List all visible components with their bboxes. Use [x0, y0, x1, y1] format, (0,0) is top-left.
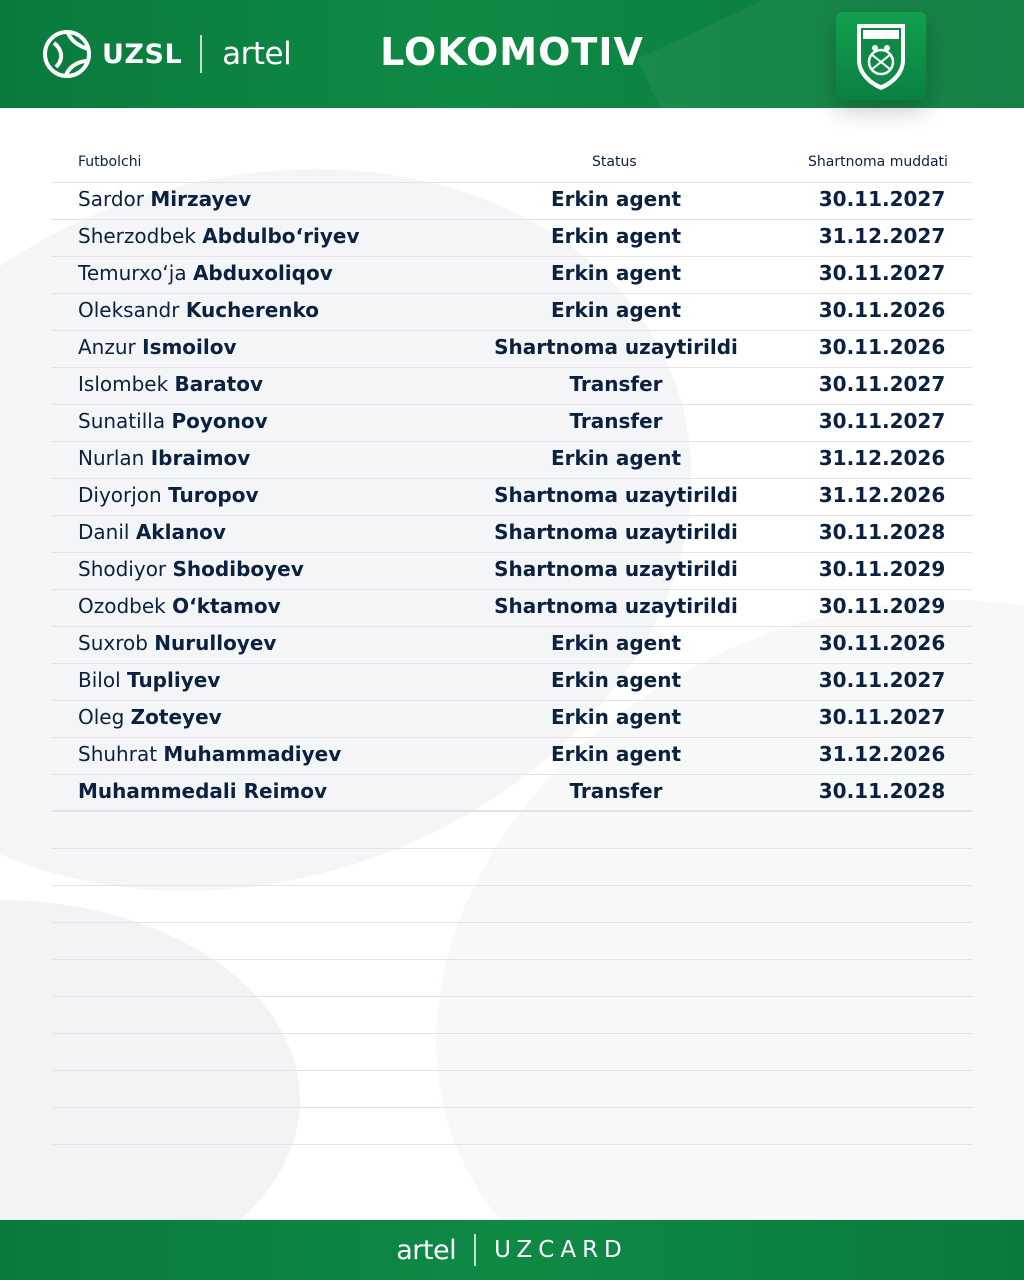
player-status: Erkin agent: [550, 668, 682, 692]
player-name: [78, 705, 222, 729]
table-row: [52, 404, 972, 441]
player-last-name: O‘ktamov: [172, 594, 281, 618]
player-first-name: Suxrob: [78, 631, 148, 655]
contract-end-date: 30.11.2029: [818, 594, 946, 618]
contract-end-date: 31.12.2026: [818, 483, 946, 507]
column-header-player: Futbolchi: [78, 154, 142, 170]
table-row: [52, 515, 972, 552]
table-empty-rows: [52, 811, 972, 1181]
table-row: [52, 293, 972, 330]
player-name: [78, 631, 276, 655]
empty-row: [52, 885, 972, 922]
contract-end-date: 30.11.2028: [818, 520, 946, 544]
contracts-table: [52, 144, 972, 1181]
player-last-name: Baratov: [174, 372, 263, 396]
column-header-contract: Shartnoma muddati: [808, 154, 948, 170]
player-first-name: Oleksandr: [78, 298, 180, 322]
player-first-name: Shodiyor: [78, 557, 167, 581]
player-first-name: Islombek: [78, 372, 169, 396]
table-body: [52, 182, 972, 811]
player-status: Shartnoma uzaytirildi: [494, 483, 738, 507]
player-first-name: Ozodbek: [78, 594, 166, 618]
table-row: [52, 478, 972, 515]
player-name: [78, 224, 360, 248]
empty-row: [52, 848, 972, 885]
player-status: Erkin agent: [550, 446, 682, 470]
footer-uzcard-logo: UZCARD: [494, 1237, 628, 1263]
player-status: Transfer: [569, 372, 663, 396]
column-header-status: Status: [592, 154, 637, 170]
contract-end-date: 30.11.2027: [818, 409, 946, 433]
footer-divider: [474, 1234, 476, 1266]
player-first-name: Diyorjon: [78, 483, 162, 507]
player-last-name: Kucherenko: [185, 298, 320, 322]
table-row: [52, 182, 972, 219]
player-name: [78, 409, 268, 433]
contract-end-date: 30.11.2027: [818, 668, 946, 692]
empty-row: [52, 996, 972, 1033]
player-status: Erkin agent: [550, 224, 682, 248]
player-name: [78, 557, 304, 581]
contract-end-date: 30.11.2027: [818, 372, 946, 396]
player-name: [78, 261, 333, 285]
table-row: [52, 663, 972, 700]
player-last-name: Muhammedali Reimov: [78, 779, 328, 803]
player-first-name: Oleg: [78, 705, 125, 729]
lokomotiv-crest-icon: [853, 20, 909, 92]
contract-end-date: 30.11.2027: [818, 705, 946, 729]
player-name: [78, 483, 258, 507]
empty-row: [52, 1070, 972, 1107]
player-name: [78, 187, 251, 211]
table-row: [52, 737, 972, 774]
team-crest: [836, 12, 926, 100]
table-row: [52, 700, 972, 737]
player-last-name: Abduxoliqov: [192, 261, 333, 285]
contract-end-date: 30.11.2029: [818, 557, 946, 581]
player-first-name: Nurlan: [78, 446, 145, 470]
player-first-name: Temurxo‘ja: [78, 261, 187, 285]
player-status: Transfer: [569, 409, 663, 433]
player-status: Erkin agent: [550, 187, 682, 211]
table-row: [52, 441, 972, 478]
player-status: Erkin agent: [550, 298, 682, 322]
player-last-name: Ismoilov: [142, 335, 237, 359]
contract-end-date: 31.12.2026: [818, 446, 946, 470]
player-name: [78, 335, 237, 359]
table-row: [52, 552, 972, 589]
player-status: Transfer: [569, 779, 663, 803]
player-last-name: Ibraimov: [150, 446, 251, 470]
table-row: [52, 589, 972, 626]
player-last-name: Zoteyev: [130, 705, 222, 729]
player-status: Shartnoma uzaytirildi: [494, 335, 738, 359]
player-status: Shartnoma uzaytirildi: [494, 520, 738, 544]
team-title: LOKOMOTIV: [380, 30, 644, 74]
artel-logo-text: artel: [222, 36, 292, 72]
player-last-name: Turopov: [168, 483, 259, 507]
contract-end-date: 30.11.2026: [818, 335, 946, 359]
player-last-name: Poyonov: [171, 409, 268, 433]
player-name: [78, 594, 281, 618]
table-row: [52, 219, 972, 256]
player-status: Shartnoma uzaytirildi: [494, 557, 738, 581]
player-status: Erkin agent: [550, 631, 682, 655]
player-first-name: Sunatilla: [78, 409, 166, 433]
contract-end-date: 31.12.2027: [818, 224, 946, 248]
player-last-name: Abdulbo‘riyev: [202, 224, 360, 248]
footer-banner: [0, 1220, 1024, 1280]
player-name: [78, 298, 319, 322]
contract-end-date: 30.11.2026: [818, 298, 946, 322]
empty-row: [52, 1144, 972, 1181]
player-name: [78, 446, 250, 470]
player-first-name: Sherzodbek: [78, 224, 196, 248]
player-last-name: Aklanov: [135, 520, 226, 544]
player-status: Erkin agent: [550, 742, 682, 766]
contract-end-date: 30.11.2027: [818, 261, 946, 285]
empty-row: [52, 811, 972, 848]
player-last-name: Shodiboyev: [172, 557, 304, 581]
player-last-name: Tupliyev: [127, 668, 221, 692]
player-last-name: Nurulloyev: [154, 631, 277, 655]
player-name: [78, 668, 220, 692]
empty-row: [52, 1033, 972, 1070]
contract-end-date: 30.11.2026: [818, 631, 946, 655]
table-row: [52, 256, 972, 293]
player-name: [78, 779, 327, 803]
table-row: [52, 367, 972, 404]
empty-row: [52, 959, 972, 996]
player-first-name: Shuhrat: [78, 742, 158, 766]
player-first-name: Danil: [78, 520, 130, 544]
player-name: [78, 372, 263, 396]
table-row: [52, 774, 972, 811]
player-first-name: Sardor: [78, 187, 144, 211]
uzsl-logo-text: UZSL: [102, 38, 183, 70]
player-name: [78, 520, 226, 544]
table-row: [52, 626, 972, 663]
player-status: Shartnoma uzaytirildi: [494, 594, 738, 618]
table-row: [52, 330, 972, 367]
player-first-name: Bilol: [78, 668, 121, 692]
contract-end-date: 30.11.2028: [818, 779, 946, 803]
contract-end-date: 31.12.2026: [818, 742, 946, 766]
player-first-name: Anzur: [78, 335, 136, 359]
player-status: Erkin agent: [550, 705, 682, 729]
player-name: [78, 742, 341, 766]
player-last-name: Muhammadiyev: [163, 742, 342, 766]
empty-row: [52, 922, 972, 959]
player-status: Erkin agent: [550, 261, 682, 285]
player-last-name: Mirzayev: [150, 187, 252, 211]
empty-row: [52, 1107, 972, 1144]
footer-artel-logo: artel: [396, 1234, 457, 1266]
contract-end-date: 30.11.2027: [818, 187, 946, 211]
table-header: [52, 144, 972, 182]
